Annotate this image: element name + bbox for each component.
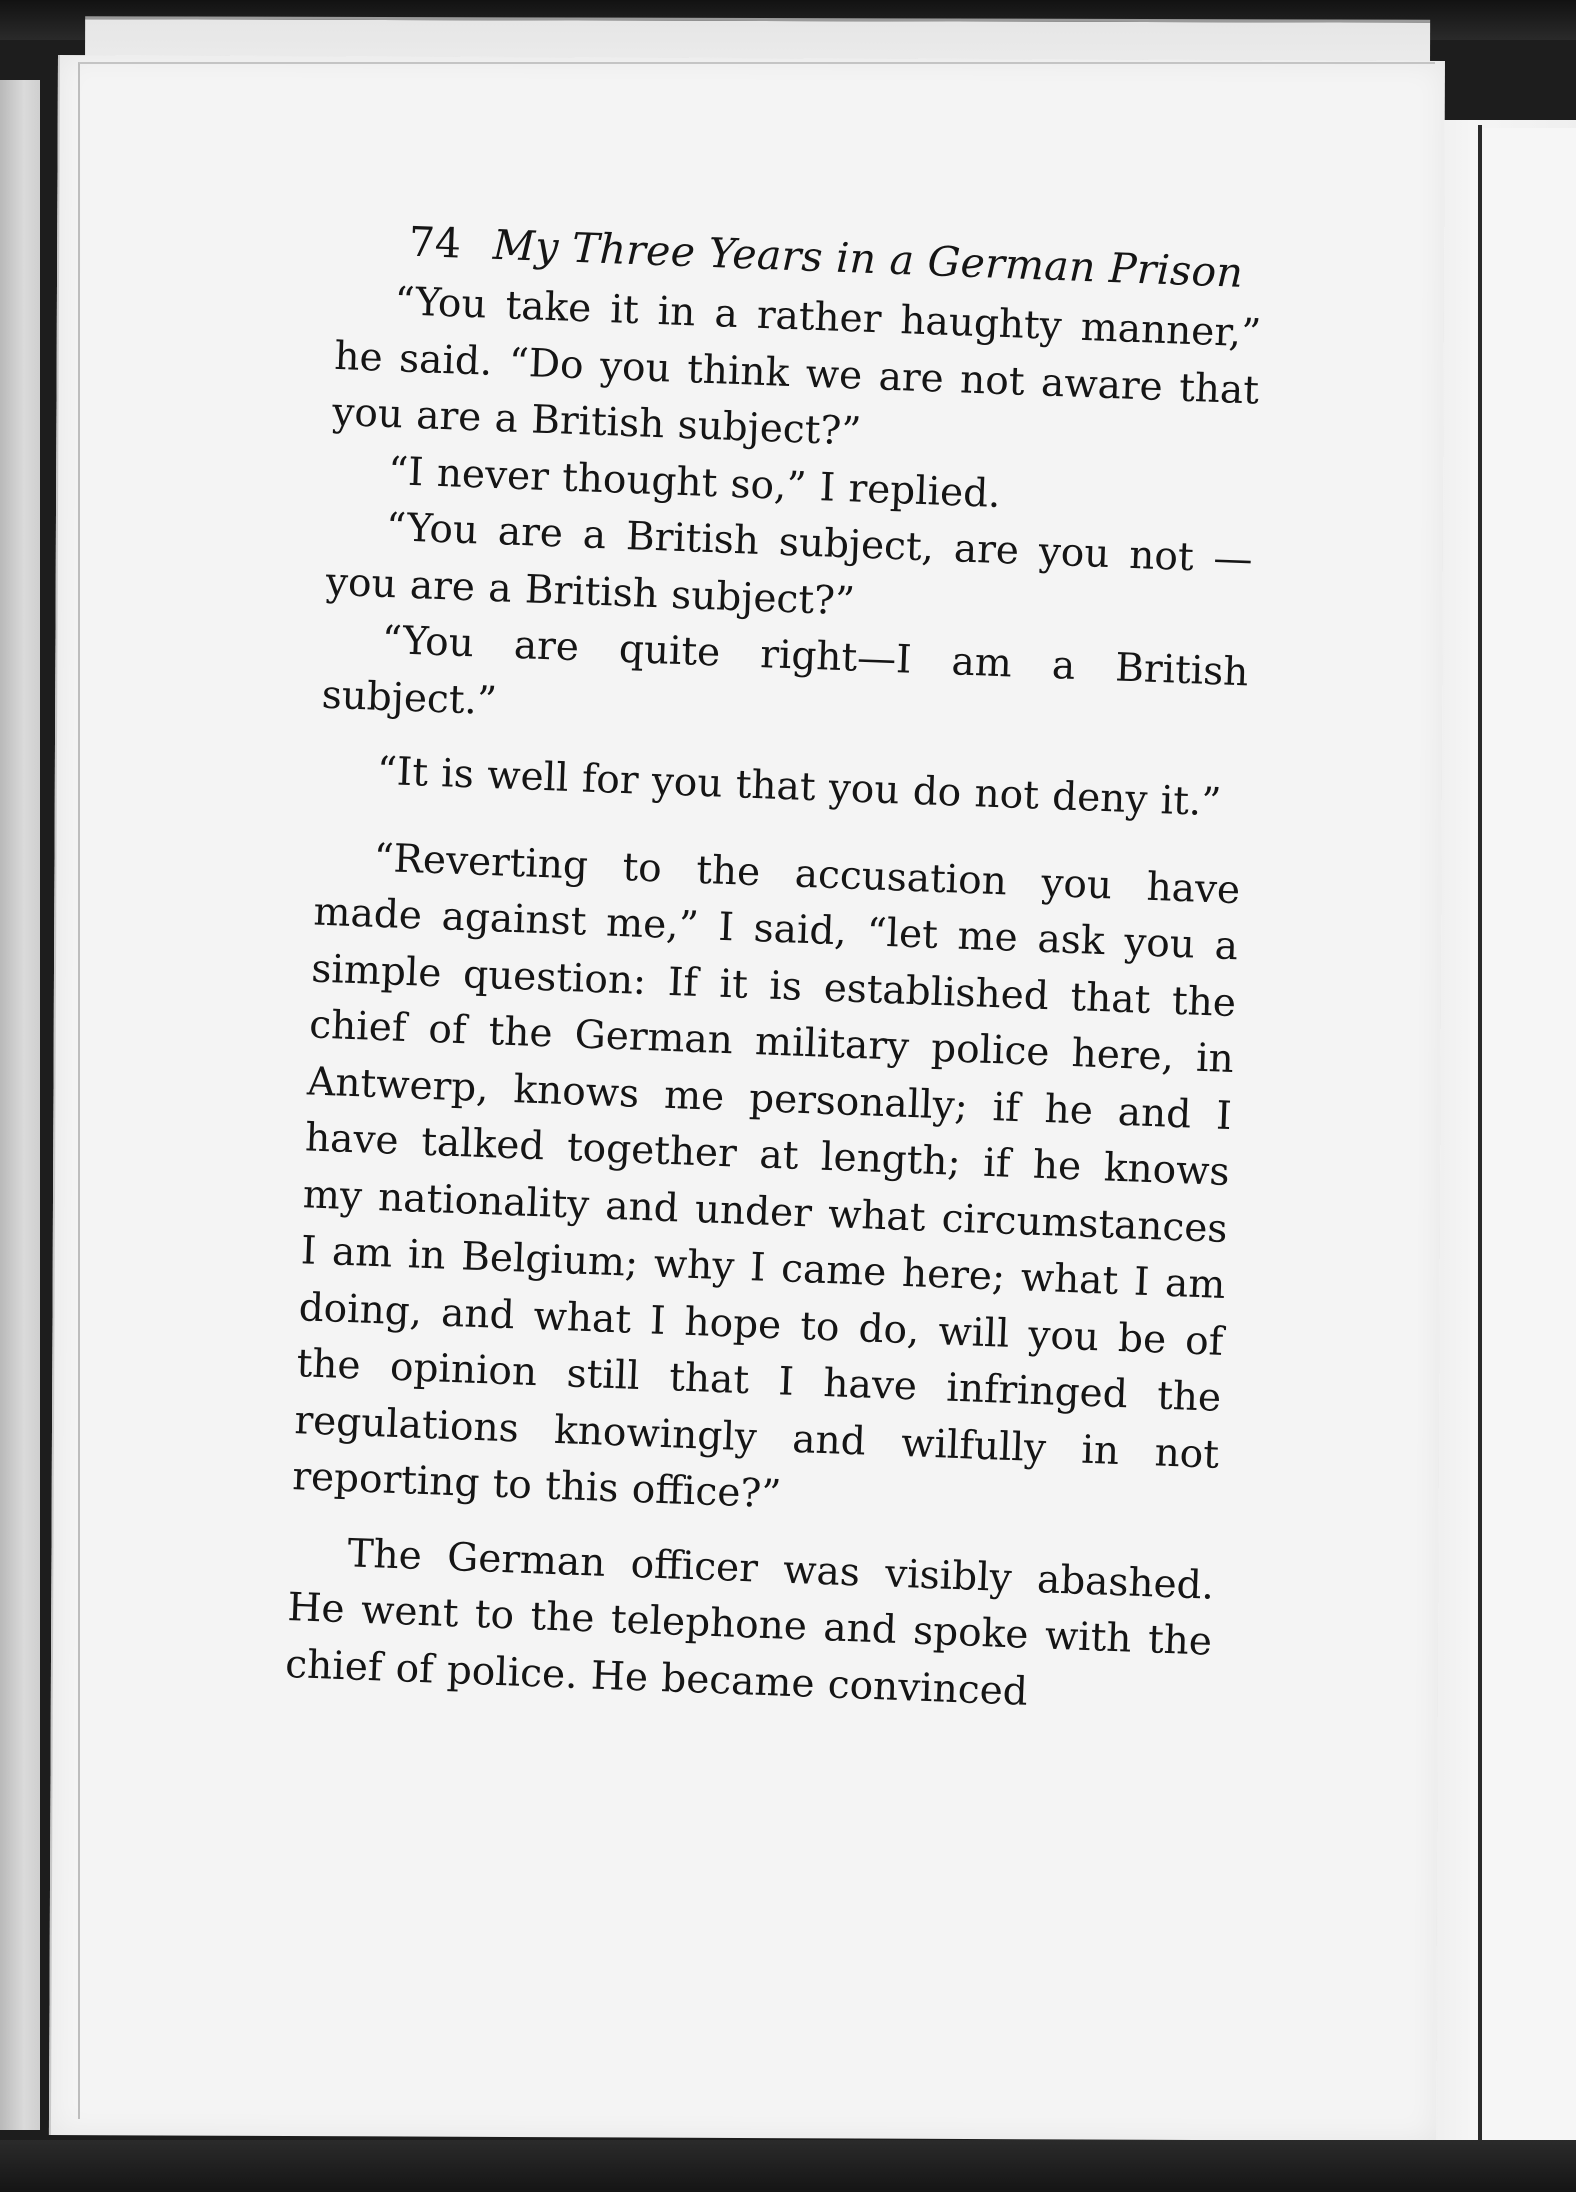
page-number: 74 [407,217,462,268]
paragraph: “You are quite right—I am a British subject.” [320,617,1250,724]
paragraph: “You take it in a rather haughty manner,” he said. “Do you think we are not aware that you are a British subject?” [331,279,1262,455]
book-title: My Three Years in a German Prison [492,220,1245,297]
paragraph: “You are a British subject, are you not —you are a British subject?” [325,504,1254,625]
paragraph: The German officer was visibly abashed. He went to the telephone and spoke with the chief of police. He became convinced [284,1530,1215,1715]
paragraph: “Reverting to the accusation you have made against me,” I said, “let me ask you a simple question: If it is established that the chief of the German military police here, in Antwerp, knows me personally; if he and I have talked together at length; if he knows my nationality and under what circumstances I am in Belgium; why I came here; what I am doing, and what I hope to do, will you be of the opinion still that I have infringed the regulations knowingly and wilfully in not reporting to this office?” [291,835,1241,1518]
paragraph: “I never thought so,” I replied. [387,448,1002,517]
paragraph: “It is well for you that you do not deny it.” [376,748,1223,826]
page-text [284,210,1264,1728]
bottom-dark-edge [0,2140,1576,2192]
book-cover-edge [0,80,40,2130]
facing-page-margin [1483,128,1576,2192]
facing-page-gutter [1478,125,1482,2192]
